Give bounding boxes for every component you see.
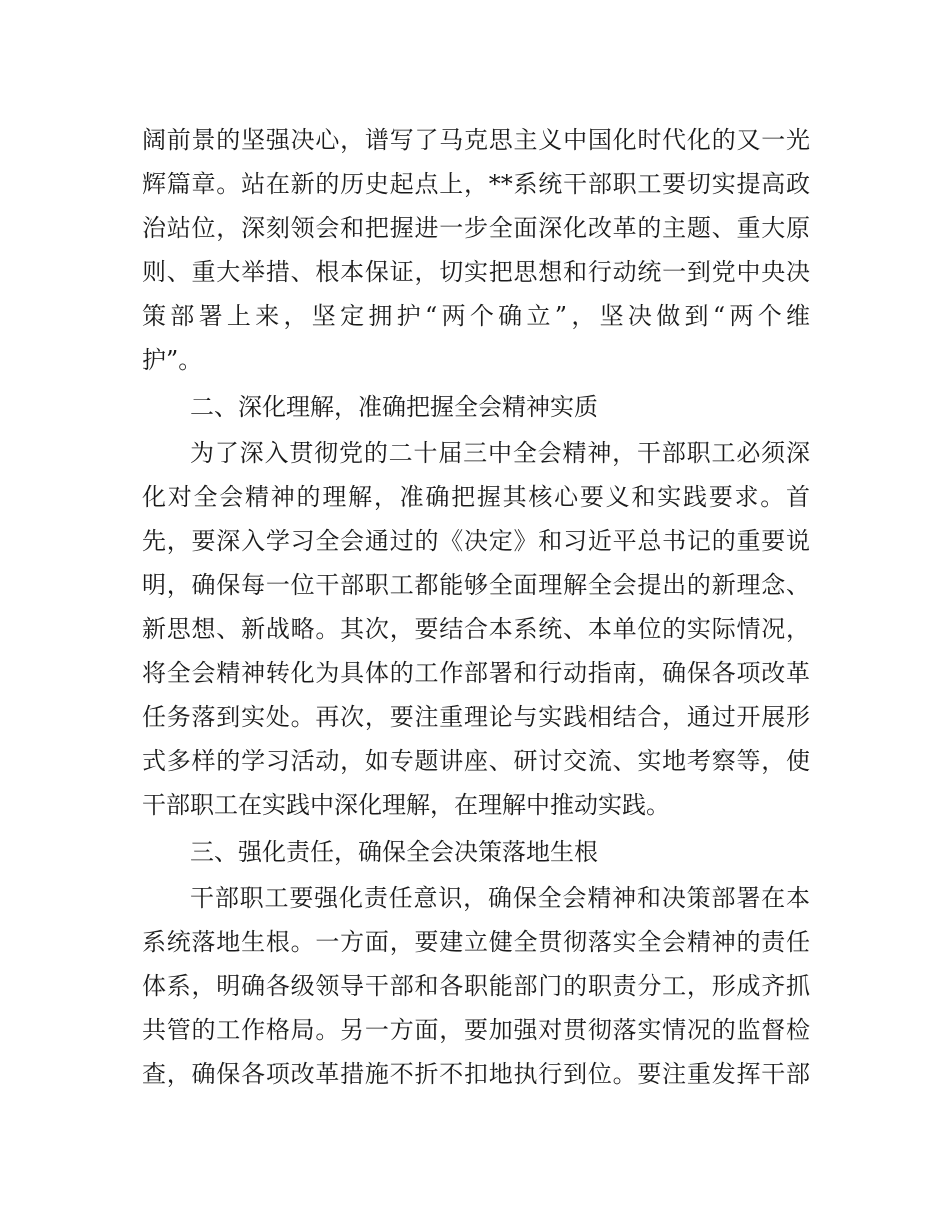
paragraph-line: 化对全会精神的理解，准确把握其核心要义和实践要求。首 — [142, 483, 810, 511]
paragraph-line: 为了深入贯彻党的二十届三中全会精神，干部职工必须深 — [190, 439, 810, 467]
paragraph-line: 任务落到实处。再次，要注重理论与实践相结合，通过开展形 — [142, 703, 810, 731]
paragraph-line: 查，确保各项改革措施不折不扣地执行到位。要注重发挥干部 — [142, 1060, 810, 1088]
paragraph-line: 式多样的学习活动，如专题讲座、研讨交流、实地考察等，使 — [142, 747, 810, 775]
paragraph-line: 将全会精神转化为具体的工作部署和行动指南，确保各项改革 — [142, 659, 810, 687]
paragraph-line: 系统落地生根。一方面，要建立健全贯彻落实全会精神的责任 — [142, 928, 810, 956]
paragraph-line: 共管的工作格局。另一方面，要加强对贯彻落实情况的监督检 — [142, 1016, 810, 1044]
paragraph-line: 策部署上来，坚定拥护“两个确立”，坚决做到“两个维 — [142, 302, 810, 330]
paragraph-line: 辉篇章。站在新的历史起点上，**系统干部职工要切实提高政 — [142, 170, 810, 198]
paragraph-line: 新思想、新战略。其次，要结合本系统、本单位的实际情况， — [142, 615, 810, 643]
paragraph-line: 阔前景的坚强决心，谱写了马克思主义中国化时代化的又一光 — [142, 126, 810, 154]
section-heading: 三、强化责任，确保全会决策落地生根 — [190, 838, 598, 866]
section-heading: 二、深化理解，准确把握全会精神实质 — [190, 393, 598, 421]
paragraph-line: 护”。 — [142, 346, 203, 374]
paragraph-line: 则、重大举措、根本保证，切实把思想和行动统一到党中央决 — [142, 258, 810, 286]
paragraph-line: 治站位，深刻领会和把握进一步全面深化改革的主题、重大原 — [142, 214, 810, 242]
paragraph-line: 干部职工在实践中深化理解，在理解中推动实践。 — [142, 791, 670, 819]
paragraph-line: 先，要深入学习全会通过的《决定》和习近平总书记的重要说 — [142, 527, 810, 555]
paragraph-line: 干部职工要强化责任意识，确保全会精神和决策部署在本 — [190, 884, 810, 912]
paragraph-line: 体系，明确各级领导干部和各职能部门的职责分工，形成齐抓 — [142, 972, 810, 1000]
paragraph-line: 明，确保每一位干部职工都能够全面理解全会提出的新理念、 — [142, 571, 810, 599]
